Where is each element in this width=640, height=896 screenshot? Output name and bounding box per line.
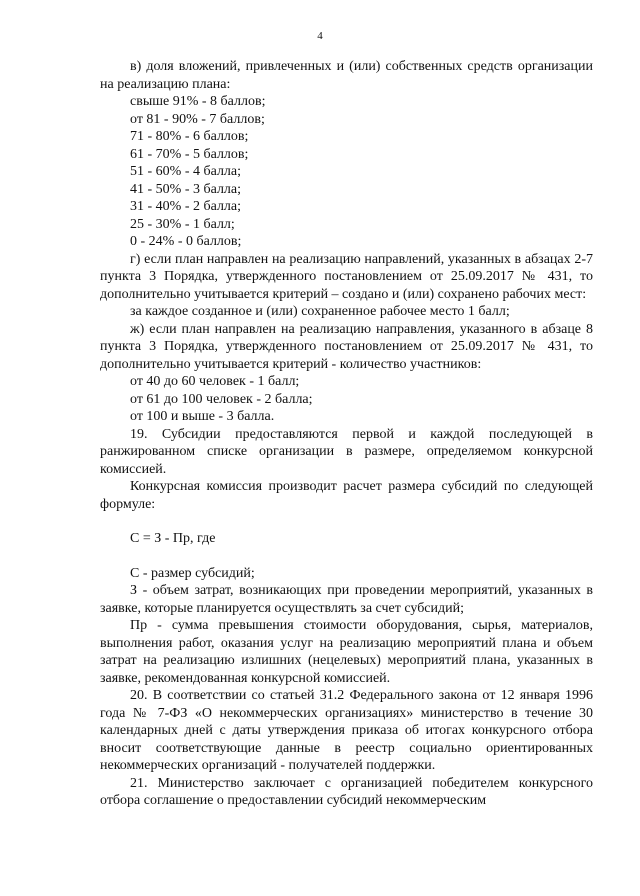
list-item: от 81 - 90% - 7 баллов; [130,111,265,127]
definition-z: З - объем затрат, возникающих при проведении мероприятий, указанных в заявке, которые планируется осуществлять за счет субсидий; [100,583,593,616]
paragraph-v: в) доля вложений, привлеченных и (или) собственных средств организации на реализацию плана: [100,59,593,92]
paragraph-19: 19. Субсидии предоставляются первой и каждой последующей в ранжированном списке организации в размере, определяемом конкурсной комиссией. [100,426,593,477]
list-item: свыше 91% - 8 баллов; [130,94,266,109]
list-item: 31 - 40% - 2 балла; [130,199,242,214]
paragraph-commission: Конкурсная комиссия производит расчет размера субсидий по следующей формуле: [100,479,593,512]
paragraph-20: 20. В соответствии со статьей 31.2 Федерального закона от 12 января 1996 года № 7-ФЗ «О некоммерческих организациях» министерство в течение 30 календарных дней с даты утверждения приказа об итогах конкурсного отбора вносит соответствующие данные в реестр социально ориентированных некоммерческих организаций - получателей поддержки. [100,688,593,773]
paragraph-g: г) если план направлен на реализацию направлений, указанных в абзацах 2-7 пункта 3 Порядка, утвержденного постановлением от 25.09.2017 № 431, то дополнительно учитывается критерий – создано и (или) сохранено рабочих мест: [100,251,593,302]
list-item: 25 - 30% - 1 балл; [130,216,235,232]
list-item: 41 - 50% - 3 балла; [130,181,242,197]
formula: С = З - Пр, где [130,531,216,546]
paragraph-21: 21. Министерство заключает с организацией победителем конкурсного отбора соглашение о предоставлении субсидий некоммерческим [100,775,593,808]
list-item: от 40 до 60 человек - 1 балл; [130,374,300,389]
definition-c: С - размер субсидий; [130,565,255,581]
list-item: 51 - 60% - 4 балла; [130,164,242,179]
list-item: от 100 и выше - 3 балла. [130,409,275,424]
list-item: за каждое созданное и (или) сохраненное рабочее место 1 балл; [130,304,510,319]
list-item: от 61 до 100 человек - 2 балла; [130,391,313,407]
list-item: 71 - 80% - 6 баллов; [130,129,249,144]
document-body [100,58,593,810]
list-item: 61 - 70% - 5 баллов; [130,146,249,162]
page-number: 4 [317,30,323,42]
paragraph-zh: ж) если план направлен на реализацию направления, указанного в абзаце 8 пункта 3 Порядка, утвержденного постановлением от 25.09.2017 № 431, то дополнительно учитывается критерий - количество участников: [100,321,593,372]
list-item: 0 - 24% - 0 баллов; [130,234,242,249]
definition-pr: Пр - сумма превышения стоимости оборудования, сырья, материалов, выполнения работ, оказания услуг на реализацию мероприятий плана и объем затрат на реализацию излишних (нецелевых) мероприятий плана, указанных в заявке, рекомендованная конкурсной комиссией. [100,618,593,686]
